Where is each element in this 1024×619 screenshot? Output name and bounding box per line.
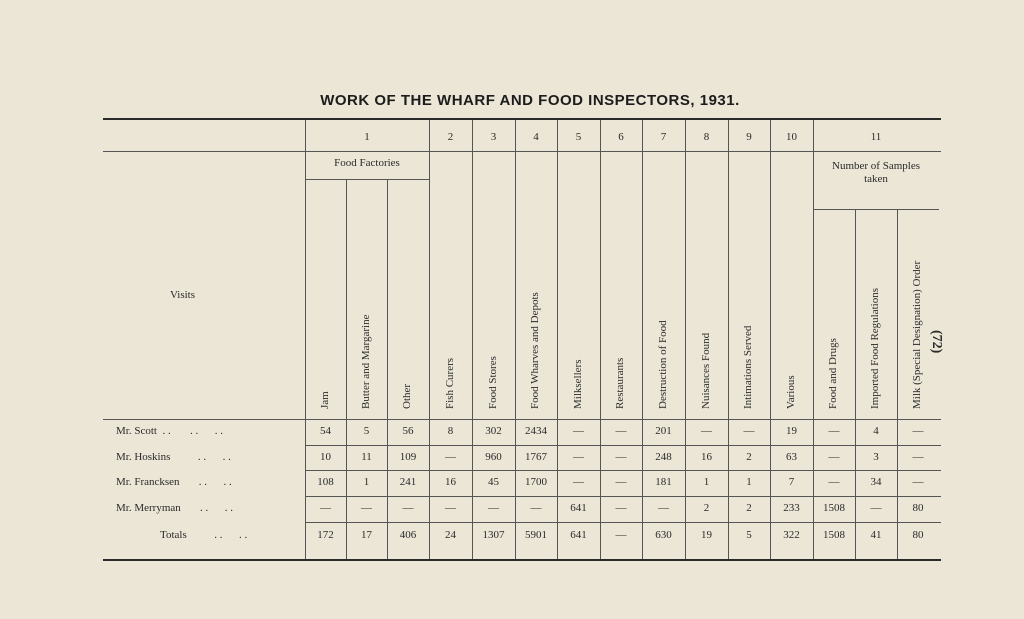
column-number: 4 <box>533 131 539 143</box>
col-divider <box>728 120 729 559</box>
table-cell: — <box>402 502 414 514</box>
table-cell: 641 <box>570 502 587 514</box>
table-cell: 8 <box>447 425 454 437</box>
top-rule <box>103 118 941 120</box>
bottom-rule <box>103 559 941 561</box>
table-cell: 233 <box>783 502 800 514</box>
table-cell: 108 <box>317 476 334 488</box>
column-header-restaurants: Restaurants <box>614 357 626 409</box>
visits-header: Visits <box>170 289 196 301</box>
table-cell: — <box>615 529 627 541</box>
table-cell: — <box>320 502 331 514</box>
page-title: WORK OF THE WHARF AND FOOD INSPECTORS, 1931. <box>320 92 740 109</box>
table-cell: 181 <box>655 476 672 488</box>
table-cell: 1700 <box>525 476 547 488</box>
table-cell: 11 <box>361 451 372 463</box>
row-line-1 <box>305 445 941 446</box>
row-line-2 <box>305 470 941 471</box>
table-cell: 4 <box>873 425 879 437</box>
table-cell: 1508 <box>823 502 845 514</box>
column-number: 8 <box>703 131 710 143</box>
col-divider <box>813 120 814 559</box>
table-cell: 63 <box>786 451 797 463</box>
table-cell: — <box>445 502 456 514</box>
column-header-milksellers: Milksellers <box>572 359 584 409</box>
table-cell: — <box>615 476 627 488</box>
table-cell: 241 <box>399 476 417 488</box>
row-name-merryman: Mr. Merryman . . . . <box>116 502 234 514</box>
column-number: 5 <box>575 131 582 143</box>
food-factories-underline <box>305 179 429 180</box>
column-header-intimations-served: Intimations Served <box>742 325 754 409</box>
col-divider <box>429 120 430 559</box>
table-cell: — <box>828 425 840 437</box>
table-cell: 302 <box>485 425 502 437</box>
page-number: (72) <box>929 330 944 354</box>
table-cell: 3 <box>873 451 879 463</box>
table-cell: — <box>573 451 584 463</box>
column-header-other: Other <box>401 383 413 409</box>
column-number: 1 <box>364 131 370 143</box>
table-cell: — <box>912 425 924 437</box>
table-cell: 24 <box>445 529 456 541</box>
table-cell: 10 <box>320 451 331 463</box>
table-cell: 16 <box>701 451 712 463</box>
table-cell: — <box>445 451 456 463</box>
table-cell: 2 <box>703 502 710 514</box>
column-number: 10 <box>786 131 797 143</box>
food-factories-header: Food Factories <box>334 157 400 169</box>
table-cell: 2 <box>746 502 752 514</box>
table-cell: — <box>573 476 584 488</box>
table-cell: — <box>912 451 924 463</box>
column-header-fish-curers: Fish Curers <box>444 357 456 409</box>
table-cell: 80 <box>912 529 924 541</box>
table-cell: 406 <box>399 529 417 541</box>
column-number: 9 <box>746 131 752 143</box>
table-cell: 641 <box>570 529 587 541</box>
table-cell: 5 <box>746 529 752 541</box>
col-divider <box>515 120 516 559</box>
table-cell: 19 <box>701 529 712 541</box>
table-cell: 1 <box>746 476 752 488</box>
column-number: 7 <box>660 131 667 143</box>
table-cell: — <box>828 476 840 488</box>
table-cell: — <box>573 425 584 437</box>
col-divider <box>642 120 643 559</box>
table-cell: 19 <box>786 425 797 437</box>
row-line-4 <box>305 522 941 523</box>
table-cell: 1767 <box>525 451 547 463</box>
table-cell: 16 <box>445 476 456 488</box>
table-cell: 41 <box>870 529 882 541</box>
table-cell: 45 <box>488 476 499 488</box>
col-divider <box>472 120 473 559</box>
table-cell: 172 <box>317 529 334 541</box>
table-cell: — <box>743 425 755 437</box>
column-header-food-stores: Food Stores <box>487 356 499 409</box>
table-cell: — <box>912 476 924 488</box>
column-header-jam: Jam <box>319 391 331 409</box>
table-cell: — <box>615 425 627 437</box>
column-header-milk-order: Milk (Special Designation) Order <box>911 260 923 409</box>
column-number: 3 <box>490 131 497 143</box>
col-divider <box>770 120 771 559</box>
table-cell: 201 <box>655 425 672 437</box>
header-divider <box>103 151 941 152</box>
table-cell: 56 <box>402 425 414 437</box>
row-name-hoskins: Mr. Hoskins . . . . <box>116 451 231 463</box>
column-header-imported-food: Imported Food Regulations <box>869 288 881 409</box>
col-divider <box>600 120 601 559</box>
table-cell: 7 <box>788 476 795 488</box>
column-number: 11 <box>870 131 882 143</box>
table-cell: — <box>530 502 542 514</box>
table-cell: 1 <box>363 476 370 488</box>
column-number: 2 <box>447 131 454 143</box>
column-header-butter-margarine: Butter and Margarine <box>360 314 372 409</box>
table-cell: 960 <box>485 451 502 463</box>
col-divider <box>305 120 306 559</box>
table-cell: 54 <box>320 425 331 437</box>
column-number: 6 <box>618 131 624 143</box>
table-cell: 17 <box>361 529 372 541</box>
table-cell: 109 <box>399 451 417 463</box>
table-cell: 34 <box>870 476 882 488</box>
table-cell: — <box>615 451 627 463</box>
row-name-totals: Totals . . . . <box>160 529 248 541</box>
column-header-food-wharves: Food Wharves and Depots <box>529 292 541 409</box>
table-cell: 630 <box>655 529 672 541</box>
table-cell: 5901 <box>525 529 547 541</box>
row-line-3 <box>305 496 941 497</box>
row-name-scott: Mr. Scott . . . . . . <box>116 425 223 437</box>
column-header-destruction-of-food: Destruction of Food <box>657 320 669 409</box>
table-cell: 80 <box>912 502 924 514</box>
table-cell: — <box>615 502 627 514</box>
table-cell: — <box>828 451 840 463</box>
column-header-various: Various <box>785 375 797 409</box>
table-cell: 1 <box>703 476 710 488</box>
body-top-line <box>103 419 941 420</box>
table-cell: 2 <box>746 451 752 463</box>
table-cell: 1508 <box>823 529 845 541</box>
col-divider <box>685 120 686 559</box>
table-cell: — <box>361 502 372 514</box>
table-cell: — <box>658 502 669 514</box>
table-cell: 2434 <box>525 425 547 437</box>
col-divider <box>557 120 558 559</box>
column-header-food-and-drugs: Food and Drugs <box>827 338 839 409</box>
samples-header: Number of Samples taken <box>832 160 920 185</box>
table-cell: — <box>488 502 499 514</box>
table-cell: 1307 <box>482 529 505 541</box>
table-cell: 322 <box>783 529 800 541</box>
table-cell: 5 <box>363 425 370 437</box>
table-cell: — <box>870 502 882 514</box>
samples-underline <box>813 209 939 210</box>
table-cell: 248 <box>655 451 672 463</box>
column-header-nuisances-found: Nuisances Found <box>700 332 712 409</box>
table-cell: — <box>701 425 712 437</box>
row-name-francksen: Mr. Francksen . . . . <box>116 476 232 488</box>
